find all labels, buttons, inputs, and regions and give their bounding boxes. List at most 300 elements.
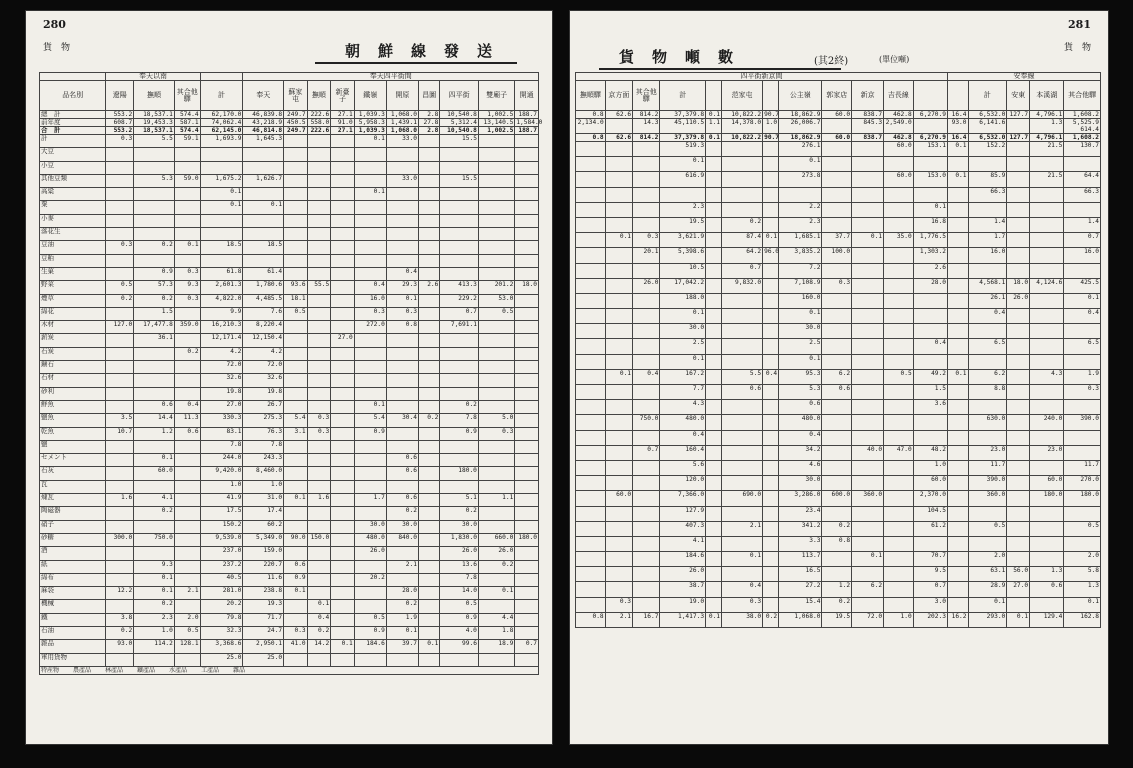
table-cell <box>478 174 514 187</box>
table-cell <box>243 254 284 267</box>
table-cell <box>913 354 947 369</box>
table-cell: 5.4 <box>284 414 308 427</box>
table-cell <box>763 187 779 202</box>
table-row <box>576 278 1101 293</box>
table-cell <box>307 400 331 413</box>
table-cell: 8,460.0 <box>243 467 284 480</box>
table-cell: 1.0 <box>243 480 284 493</box>
column-header: 其合他驛 <box>1064 81 1101 111</box>
table-cell: 11.7 <box>1064 460 1101 475</box>
table-cell <box>852 278 884 293</box>
table-cell: 2,950.1 <box>243 640 284 653</box>
table-cell: 14.2 <box>307 640 331 653</box>
table-cell <box>243 188 284 201</box>
table-cell <box>605 506 632 521</box>
table-cell <box>852 567 884 582</box>
table-cell: 1,584.0 <box>516 119 543 126</box>
table-cell: 0.5 <box>284 307 308 320</box>
table-cell: 19.5 <box>660 217 706 232</box>
table-cell: 128.1 <box>174 640 200 653</box>
table-cell <box>478 387 514 400</box>
table-cell <box>852 157 884 172</box>
table-cell <box>633 339 660 354</box>
table-cell <box>331 613 355 626</box>
table-cell <box>106 361 134 374</box>
table-cell: 93.0 <box>947 119 968 134</box>
table-cell <box>307 467 331 480</box>
table-cell: 12.2 <box>106 587 134 600</box>
table-cell: 2.5 <box>660 339 706 354</box>
table-cell: 0.1 <box>660 309 706 324</box>
table-cell: 40.0 <box>852 445 884 460</box>
table-cell <box>106 374 134 387</box>
table-cell: 2.6 <box>418 281 439 294</box>
table-cell: 30.0 <box>779 476 822 491</box>
table-cell: 0.1 <box>706 111 722 119</box>
table-cell: 0.4 <box>763 369 779 384</box>
table-cell: 2.1 <box>605 612 632 627</box>
table-cell <box>1030 430 1064 445</box>
table-cell: 0.1 <box>134 454 175 467</box>
table-cell: 0.3 <box>386 307 418 320</box>
table-cell: 27.1 <box>331 127 355 135</box>
table-cell: 0.2 <box>106 294 134 307</box>
table-cell <box>633 187 660 202</box>
table-cell: 0.1 <box>763 233 779 248</box>
table-cell <box>515 201 539 214</box>
table-cell: 814.2 <box>633 111 660 119</box>
table-cell: 4,568.1 <box>968 278 1007 293</box>
table-cell <box>515 626 539 639</box>
table-cell <box>354 387 386 400</box>
table-cell <box>307 334 331 347</box>
table-cell <box>478 600 514 613</box>
table-cell: 37,379.8 <box>660 134 706 142</box>
table-cell: 1.0 <box>763 119 779 134</box>
table-cell <box>354 454 386 467</box>
table-cell: 7.8 <box>440 573 479 586</box>
table-cell: 10.5 <box>660 263 706 278</box>
table-cell: 60.0 <box>913 476 947 491</box>
table-cell <box>722 536 763 551</box>
table-cell <box>633 491 660 506</box>
table-cell: 201.2 <box>478 281 514 294</box>
table-cell <box>1030 339 1064 354</box>
table-cell: 30.0 <box>354 520 386 533</box>
table-cell <box>1030 597 1064 612</box>
group-header-1: 四平街新京間 <box>576 73 948 81</box>
table-cell: 3,621.9 <box>660 233 706 248</box>
table-cell <box>284 347 308 360</box>
table-cell: 62,145.0 <box>200 127 243 135</box>
table-cell: 180.0 <box>515 533 539 546</box>
column-header: 郭家店 <box>822 81 852 111</box>
table-cell <box>307 188 331 201</box>
row-label: 砂糖 <box>40 533 106 546</box>
table-cell: 222.6 <box>307 111 331 119</box>
table-cell: 0.1 <box>779 354 822 369</box>
table-cell: 60.0 <box>822 134 852 142</box>
table-cell <box>763 385 779 400</box>
table-cell <box>947 521 968 536</box>
table-cell <box>284 267 308 280</box>
table-cell: 0.1 <box>913 202 947 217</box>
table-cell: 0.2 <box>106 626 134 639</box>
table-cell: 5.6 <box>660 460 706 475</box>
table-cell <box>418 347 439 360</box>
table-cell: 114.2 <box>134 640 175 653</box>
table-cell <box>763 506 779 521</box>
table-cell <box>284 613 308 626</box>
table-cell: 2.0 <box>968 552 1007 567</box>
table-cell: 275.3 <box>243 414 284 427</box>
table-cell: 1,626.7 <box>243 174 284 187</box>
table-cell <box>576 233 606 248</box>
table-cell <box>354 560 386 573</box>
table-cell: 12,150.4 <box>243 334 284 347</box>
table-cell <box>331 174 355 187</box>
table-cell: 270.0 <box>1064 476 1101 491</box>
table-cell <box>478 135 514 148</box>
table-cell: 15.5 <box>440 135 479 148</box>
row-label: 硝子 <box>40 520 106 533</box>
table-cell: 1,039.3 <box>354 111 386 119</box>
table-cell <box>418 148 439 161</box>
table-cell: 0.2 <box>386 507 418 520</box>
table-cell: 519.3 <box>660 142 706 157</box>
table-cell <box>331 547 355 560</box>
table-row <box>576 324 1101 339</box>
table-cell <box>440 148 479 161</box>
table-cell: 72.0 <box>200 361 243 374</box>
table-cell: 30.0 <box>660 324 706 339</box>
row-label: 鮮魚 <box>40 400 106 413</box>
table-cell <box>200 254 243 267</box>
table-cell: 59.1 <box>174 135 200 148</box>
table-cell: 2.3 <box>779 217 822 232</box>
table-row <box>40 587 539 600</box>
table-cell <box>418 228 439 241</box>
table-cell <box>633 521 660 536</box>
table-cell <box>706 339 722 354</box>
table-cell <box>284 400 308 413</box>
table-cell <box>331 267 355 280</box>
table-cell <box>706 248 722 263</box>
table-cell <box>418 626 439 639</box>
table-cell: 249.7 <box>284 111 308 119</box>
table-cell <box>515 267 539 280</box>
table-cell: 0.3 <box>307 414 331 427</box>
table-cell <box>576 476 606 491</box>
table-cell: 360.0 <box>852 491 884 506</box>
table-cell: 23.0 <box>1030 445 1064 460</box>
table-cell: 66.3 <box>968 187 1007 202</box>
table-cell <box>515 321 539 334</box>
table-cell <box>106 547 134 560</box>
table-cell <box>852 263 884 278</box>
table-cell: 4,822.0 <box>200 294 243 307</box>
table-cell <box>706 476 722 491</box>
table-cell: 390.0 <box>1064 415 1101 430</box>
table-cell <box>706 597 722 612</box>
table-cell <box>418 174 439 187</box>
table-cell: 188.7 <box>515 127 539 135</box>
table-cell: 3,286.0 <box>779 491 822 506</box>
table-cell <box>331 188 355 201</box>
table-cell <box>354 228 386 241</box>
table-cell: 3,835.2 <box>779 248 822 263</box>
table-cell <box>1007 202 1030 217</box>
table-cell <box>913 119 947 134</box>
table-cell <box>852 202 884 217</box>
table-cell: 0.1 <box>354 400 386 413</box>
table-cell <box>515 254 539 267</box>
table-cell: 41.9 <box>200 494 243 507</box>
table-cell <box>722 506 763 521</box>
table-cell <box>633 400 660 415</box>
table-cell <box>968 354 1007 369</box>
table-cell <box>947 491 968 506</box>
table-cell <box>174 653 200 666</box>
table-cell <box>440 214 479 227</box>
table-cell: 1,068.0 <box>386 127 418 135</box>
table-cell <box>354 254 386 267</box>
table-cell: 0.1 <box>947 369 968 384</box>
table-cell <box>174 161 200 174</box>
table-cell <box>822 217 852 232</box>
table-cell: 4.4 <box>478 613 514 626</box>
table-cell <box>605 278 632 293</box>
table-cell <box>913 415 947 430</box>
table-cell <box>576 278 606 293</box>
table-cell: 18,537.1 <box>134 111 175 119</box>
table-cell <box>576 415 606 430</box>
table-cell <box>307 148 331 161</box>
table-cell: 1,439.1 <box>386 119 418 127</box>
table-cell <box>284 600 308 613</box>
table-cell: 26.0 <box>440 547 479 560</box>
row-label: 生菓 <box>40 267 106 280</box>
table-cell <box>576 248 606 263</box>
table-cell <box>633 460 660 475</box>
table-cell: 0.2 <box>763 612 779 627</box>
table-cell: 87.4 <box>722 233 763 248</box>
table-cell <box>478 254 514 267</box>
table-cell <box>284 161 308 174</box>
row-label: 野菜 <box>40 281 106 294</box>
table-cell <box>947 339 968 354</box>
row-label: 鹽魚 <box>40 414 106 427</box>
table-cell: 18,862.9 <box>779 134 822 142</box>
table-cell <box>852 506 884 521</box>
table-cell: 0.6 <box>386 454 418 467</box>
table-cell <box>418 560 439 573</box>
table-cell: 1.0 <box>913 460 947 475</box>
table-cell <box>822 142 852 157</box>
table-cell <box>174 480 200 493</box>
table-cell: 0.3 <box>1064 385 1101 400</box>
table-cell: 34.2 <box>779 445 822 460</box>
table-cell: 0.1 <box>386 626 418 639</box>
table-cell <box>354 334 386 347</box>
table-cell <box>331 560 355 573</box>
table-cell: 0.3 <box>106 135 134 148</box>
table-cell: 0.3 <box>722 597 763 612</box>
table-cell <box>1007 415 1030 430</box>
table-cell: 24.7 <box>243 626 284 639</box>
table-cell <box>418 135 439 148</box>
table-cell <box>284 241 308 254</box>
table-cell <box>106 161 134 174</box>
table-cell <box>284 374 308 387</box>
table-row <box>40 174 539 187</box>
table-cell <box>852 400 884 415</box>
header-group-row <box>576 73 1101 81</box>
total-row <box>576 134 1101 142</box>
table-cell: 0.1 <box>1064 597 1101 612</box>
table-cell <box>1030 521 1064 536</box>
table-cell: 180.0 <box>1030 491 1064 506</box>
table-cell: 62,170.0 <box>200 111 243 119</box>
column-header <box>913 81 947 111</box>
table-cell <box>331 241 355 254</box>
table-cell <box>440 374 479 387</box>
table-row <box>576 369 1101 384</box>
table-cell: 359.0 <box>174 321 200 334</box>
table-cell <box>852 339 884 354</box>
table-cell <box>418 374 439 387</box>
table-cell: 814.2 <box>633 134 660 142</box>
table-row <box>576 233 1101 248</box>
table-cell: 0.3 <box>174 267 200 280</box>
table-cell <box>307 653 331 666</box>
table-cell: 6.5 <box>1064 339 1101 354</box>
table-cell <box>331 600 355 613</box>
table-cell <box>763 567 779 582</box>
table-cell: 31.0 <box>243 494 284 507</box>
table-cell <box>605 172 632 187</box>
table-cell <box>331 201 355 214</box>
table-cell <box>331 361 355 374</box>
table-cell <box>763 339 779 354</box>
table-cell: 1,068.0 <box>779 612 822 627</box>
table-cell: 0.5 <box>440 600 479 613</box>
table-row <box>40 334 539 347</box>
table-cell <box>284 254 308 267</box>
table-cell: 276.1 <box>779 142 822 157</box>
table-cell: 0.1 <box>307 600 331 613</box>
table-cell <box>633 567 660 582</box>
table-cell: 74,062.4 <box>200 119 243 127</box>
table-cell <box>174 520 200 533</box>
table-cell <box>605 157 632 172</box>
table-cell: 20.1 <box>633 248 660 263</box>
table-cell <box>284 148 308 161</box>
table-cell <box>706 385 722 400</box>
row-label: 鑛石 <box>40 361 106 374</box>
table-cell <box>576 369 606 384</box>
table-cell <box>106 600 134 613</box>
row-label: 機械 <box>40 600 106 613</box>
table-cell <box>605 142 632 157</box>
table-cell <box>884 400 914 415</box>
table-cell <box>354 361 386 374</box>
page-number: 280 <box>43 18 66 31</box>
table-cell <box>706 369 722 384</box>
table-cell <box>478 188 514 201</box>
table-cell <box>722 400 763 415</box>
column-header: 雙廟子 <box>478 81 514 111</box>
table-cell <box>134 201 175 214</box>
table-cell: 60.2 <box>243 520 284 533</box>
table-cell <box>174 467 200 480</box>
table-cell: 28.0 <box>913 278 947 293</box>
table-cell <box>763 172 779 187</box>
table-cell <box>440 254 479 267</box>
table-cell: 0.6 <box>779 400 822 415</box>
table-cell <box>947 430 968 445</box>
table-cell <box>1030 324 1064 339</box>
table-cell <box>633 217 660 232</box>
table-cell: 3.5 <box>106 414 134 427</box>
table-cell <box>947 415 968 430</box>
table-cell <box>307 161 331 174</box>
table-cell <box>284 135 308 148</box>
table-cell <box>418 547 439 560</box>
table-cell <box>706 278 722 293</box>
table-cell <box>605 536 632 551</box>
table-cell <box>706 491 722 506</box>
table-cell: 18,862.9 <box>779 111 822 119</box>
table-cell <box>418 507 439 520</box>
table-cell: 0.1 <box>605 233 632 248</box>
table-cell <box>243 214 284 227</box>
table-cell: 0.1 <box>354 188 386 201</box>
table-cell: 91.0 <box>331 119 355 127</box>
table-cell <box>968 324 1007 339</box>
table-cell: 14.4 <box>134 414 175 427</box>
table-cell: 36.1 <box>134 334 175 347</box>
row-label: 鐵 <box>40 613 106 626</box>
table-cell <box>386 148 418 161</box>
table-cell: 32.6 <box>243 374 284 387</box>
table-cell: 450.5 <box>284 119 308 127</box>
table-cell: 237.0 <box>200 547 243 560</box>
table-cell <box>852 597 884 612</box>
row-label: 石炭 <box>40 347 106 360</box>
table-cell: 4,485.5 <box>243 294 284 307</box>
table-cell <box>515 454 539 467</box>
table-cell <box>354 241 386 254</box>
table-cell: 0.2 <box>386 600 418 613</box>
table-cell: 7.6 <box>243 307 284 320</box>
column-header: 蘇家屯 <box>284 81 308 111</box>
table-cell <box>515 188 539 201</box>
table-cell: 17,477.8 <box>134 321 175 334</box>
table-row <box>40 361 539 374</box>
table-cell: 30.0 <box>386 520 418 533</box>
row-label: 其他豆類 <box>40 174 106 187</box>
column-header: 四平街 <box>440 81 479 111</box>
row-label: 軍用貨物 <box>40 653 106 666</box>
table-cell <box>576 552 606 567</box>
table-cell: 33.0 <box>386 135 418 148</box>
table-cell <box>706 157 722 172</box>
table-cell <box>968 536 1007 551</box>
table-cell: 11.7 <box>968 460 1007 475</box>
table-cell <box>134 347 175 360</box>
table-cell: 152.2 <box>968 142 1007 157</box>
